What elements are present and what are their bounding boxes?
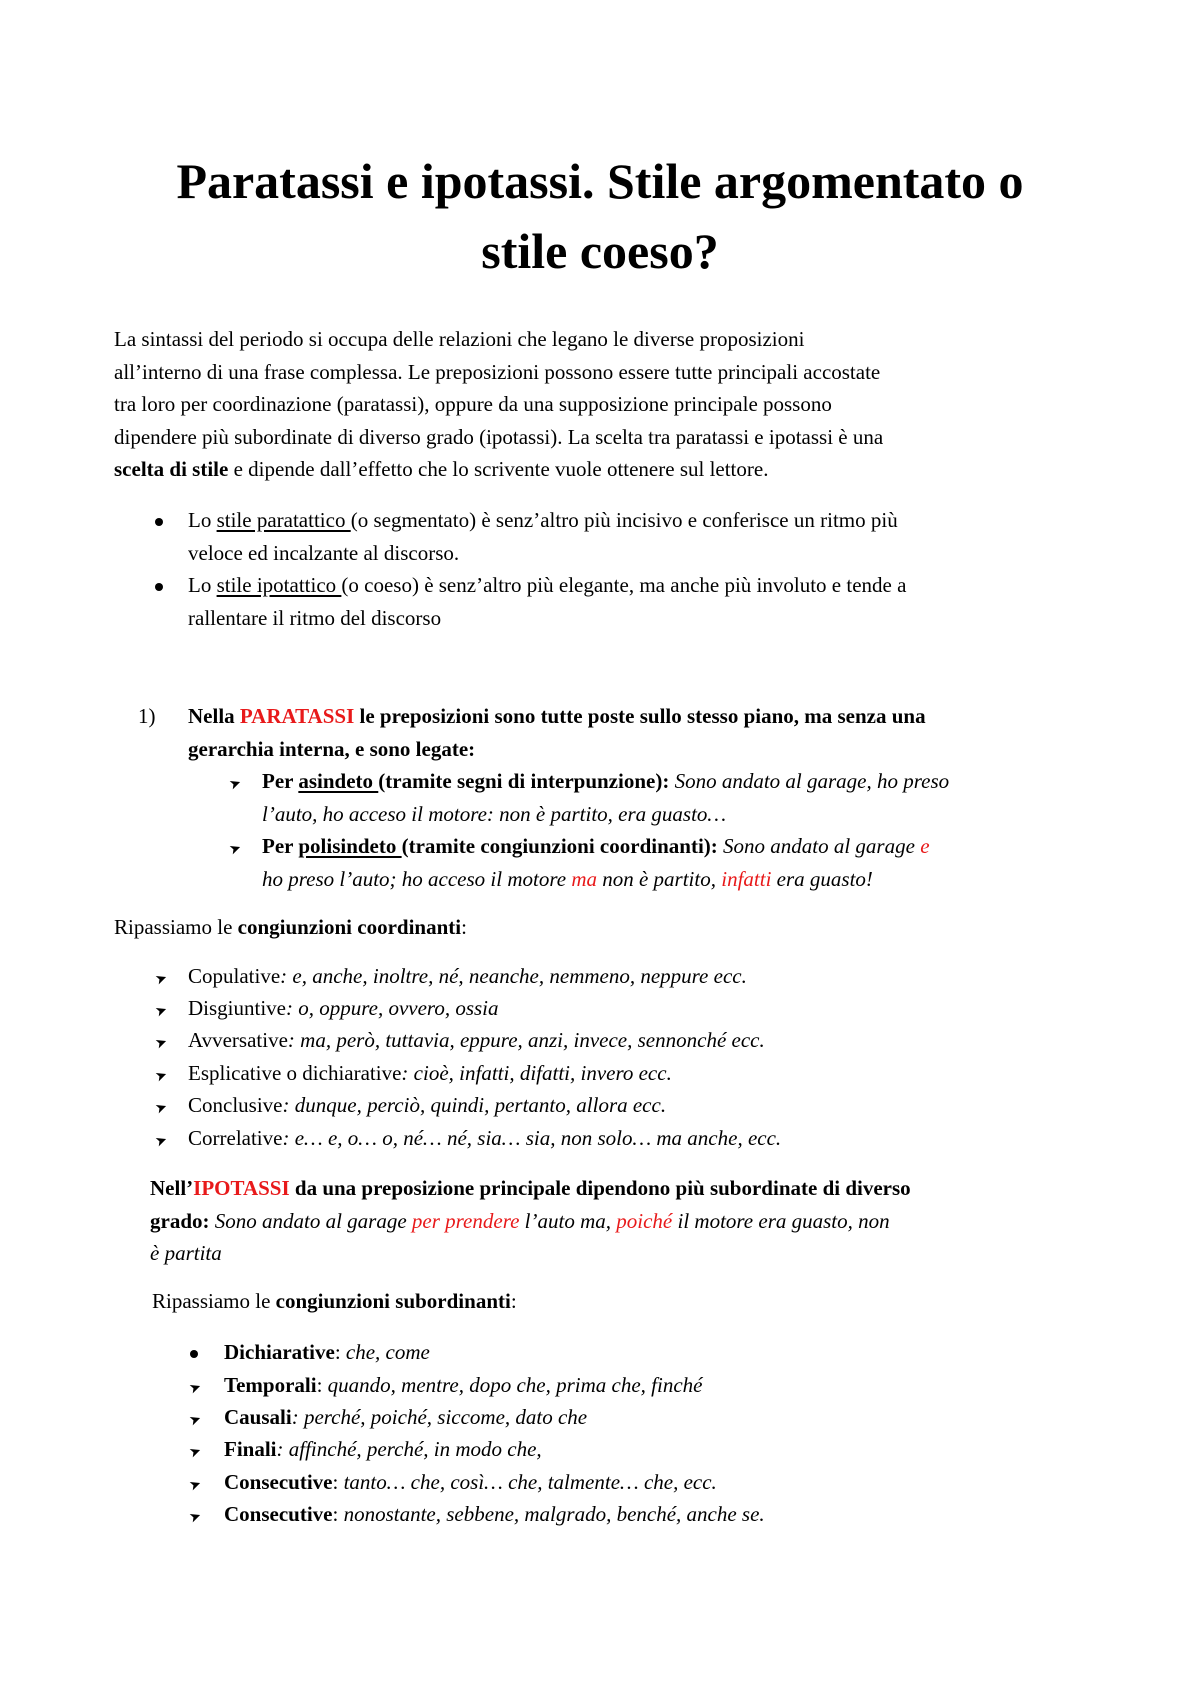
- term-paratactic-style: stile paratattico: [216, 508, 351, 532]
- intro-line: La sintassi del periodo si occupa delle relazioni che legano le diverse proposizioni: [114, 327, 805, 351]
- arrow-bullet-icon: ➤: [153, 1067, 170, 1086]
- list-item-asindeto: Per asindeto (tramite segni di interpunzione): Sono andato al garage, ho preso l’auto, ho acceso il motore: non è partito, era guasto…: [262, 769, 950, 826]
- subord-heading: Ripassiamo le congiunzioni subordinanti:: [152, 1289, 517, 1313]
- ipotassi-section: Nell’IPOTASSI da una preposizione principale dipendono più subordinate di diverso grado: Sono andato al garage per prendere l’auto ma, poiché il motore era guasto, non è partita: [150, 1176, 911, 1265]
- list-item-polisindeto: Per polisindeto (tramite congiunzioni coordinanti): Sono andato al garage e ho preso l’auto; ho acceso il motore ma non è partito, infatti era guasto!: [262, 834, 930, 891]
- title-line-1: Paratassi e ipotassi. Stile argomentato o: [176, 153, 1024, 209]
- page-title: [100, 146, 1100, 286]
- list-item: Correlative: e… e, o… o, né… né, sia… sia, non solo… ma anche, ecc.: [188, 1126, 782, 1150]
- arrow-bullet-icon: ➤: [227, 840, 244, 859]
- list-item: Avversative: ma, però, tuttavia, eppure, anzi, invece, sennonché ecc.: [188, 1028, 765, 1052]
- arrow-bullet-icon: ➤: [153, 1099, 170, 1118]
- list-item: Consecutive: tanto… che, così… che, talmente… che, ecc.: [224, 1470, 717, 1494]
- list-item: Consecutive: nonostante, sebbene, malgrado, benché, anche se.: [224, 1502, 765, 1526]
- conjunction-highlight: infatti: [721, 866, 772, 891]
- term-polisindeto: polisindeto: [298, 834, 402, 858]
- arrow-bullet-icon: ➤: [153, 1034, 170, 1053]
- paratassi-section: Nella PARATASSI le preposizioni sono tutte poste sullo stesso piano, ma senza una gerarchia interna, e sono legate:: [188, 704, 926, 761]
- style-choice-emphasis: scelta di stile: [114, 457, 229, 481]
- intro-line-rest: e dipende dall’effetto che lo scrivente vuole ottenere sul lettore.: [228, 457, 769, 481]
- list-item: Finali: affinché, perché, in modo che,: [224, 1437, 542, 1461]
- term-hypotactic-style: stile ipotattico: [216, 573, 342, 597]
- arrow-bullet-icon: ➤: [187, 1508, 204, 1527]
- intro-line: tra loro per coordinazione (paratassi), oppure da una supposizione principale possono: [114, 392, 832, 416]
- coord-heading: Ripassiamo le congiunzioni coordinanti:: [114, 915, 467, 939]
- list-item: Causali: perché, poiché, siccome, dato che: [224, 1405, 588, 1429]
- term-paratassi: PARATASSI: [239, 704, 355, 728]
- term-asindeto: asindeto: [298, 769, 379, 793]
- bullet-icon: [155, 504, 163, 537]
- list-item: Esplicative o dichiarative: cioè, infatti, difatti, invero ecc.: [188, 1061, 672, 1085]
- list-item-paratactic-style: Lo stile paratattico (o segmentato) è senz’altro più incisivo e conferisce un ritmo più veloce ed incalzante al discorso.: [188, 508, 898, 565]
- list-item: Temporali: quando, mentre, dopo che, prima che, finché: [224, 1373, 703, 1397]
- arrow-bullet-icon: ➤: [153, 970, 170, 989]
- list-item: Copulative: e, anche, inoltre, né, neanche, nemmeno, neppure ecc.: [188, 964, 747, 988]
- title-line-2: stile coeso?: [481, 223, 719, 279]
- arrow-bullet-icon: ➤: [187, 1379, 204, 1398]
- arrow-bullet-icon: ➤: [187, 1476, 204, 1495]
- conjunction-highlight: poiché: [616, 1208, 673, 1233]
- list-item: Conclusive: dunque, perciò, quindi, pertanto, allora ecc.: [188, 1093, 667, 1117]
- term-ipotassi: IPOTASSI: [193, 1176, 290, 1200]
- intro-line: [114, 453, 1104, 486]
- list-item: Disgiuntive: o, oppure, ovvero, ossia: [188, 996, 499, 1020]
- arrow-bullet-icon: ➤: [153, 1002, 170, 1021]
- bullet-icon: [155, 569, 163, 602]
- arrow-bullet-icon: ➤: [227, 775, 244, 794]
- arrow-bullet-icon: ➤: [153, 1132, 170, 1151]
- list-item-hypotactic-style: Lo stile ipotattico (o coeso) è senz’altro più elegante, ma anche più involuto e tende a rallentare il ritmo del discorso: [188, 573, 907, 630]
- conjunction-highlight: ma: [571, 866, 597, 891]
- intro-line: all’interno di una frase complessa. Le preposizioni possono essere tutte principali accostate: [114, 359, 881, 384]
- intro-line: dipendere più subordinate di diverso grado (ipotassi). La scelta tra paratassi e ipotassi è una: [114, 424, 884, 449]
- list-number: 1): [138, 704, 156, 728]
- intro-paragraph: [114, 323, 1104, 486]
- arrow-bullet-icon: ➤: [187, 1411, 204, 1430]
- bullet-icon: [190, 1336, 198, 1369]
- conjunction-highlight: e: [920, 834, 930, 858]
- list-item: Dichiarative: che, come: [224, 1340, 430, 1364]
- conjunction-highlight: per prendere: [411, 1208, 520, 1233]
- arrow-bullet-icon: ➤: [187, 1443, 204, 1462]
